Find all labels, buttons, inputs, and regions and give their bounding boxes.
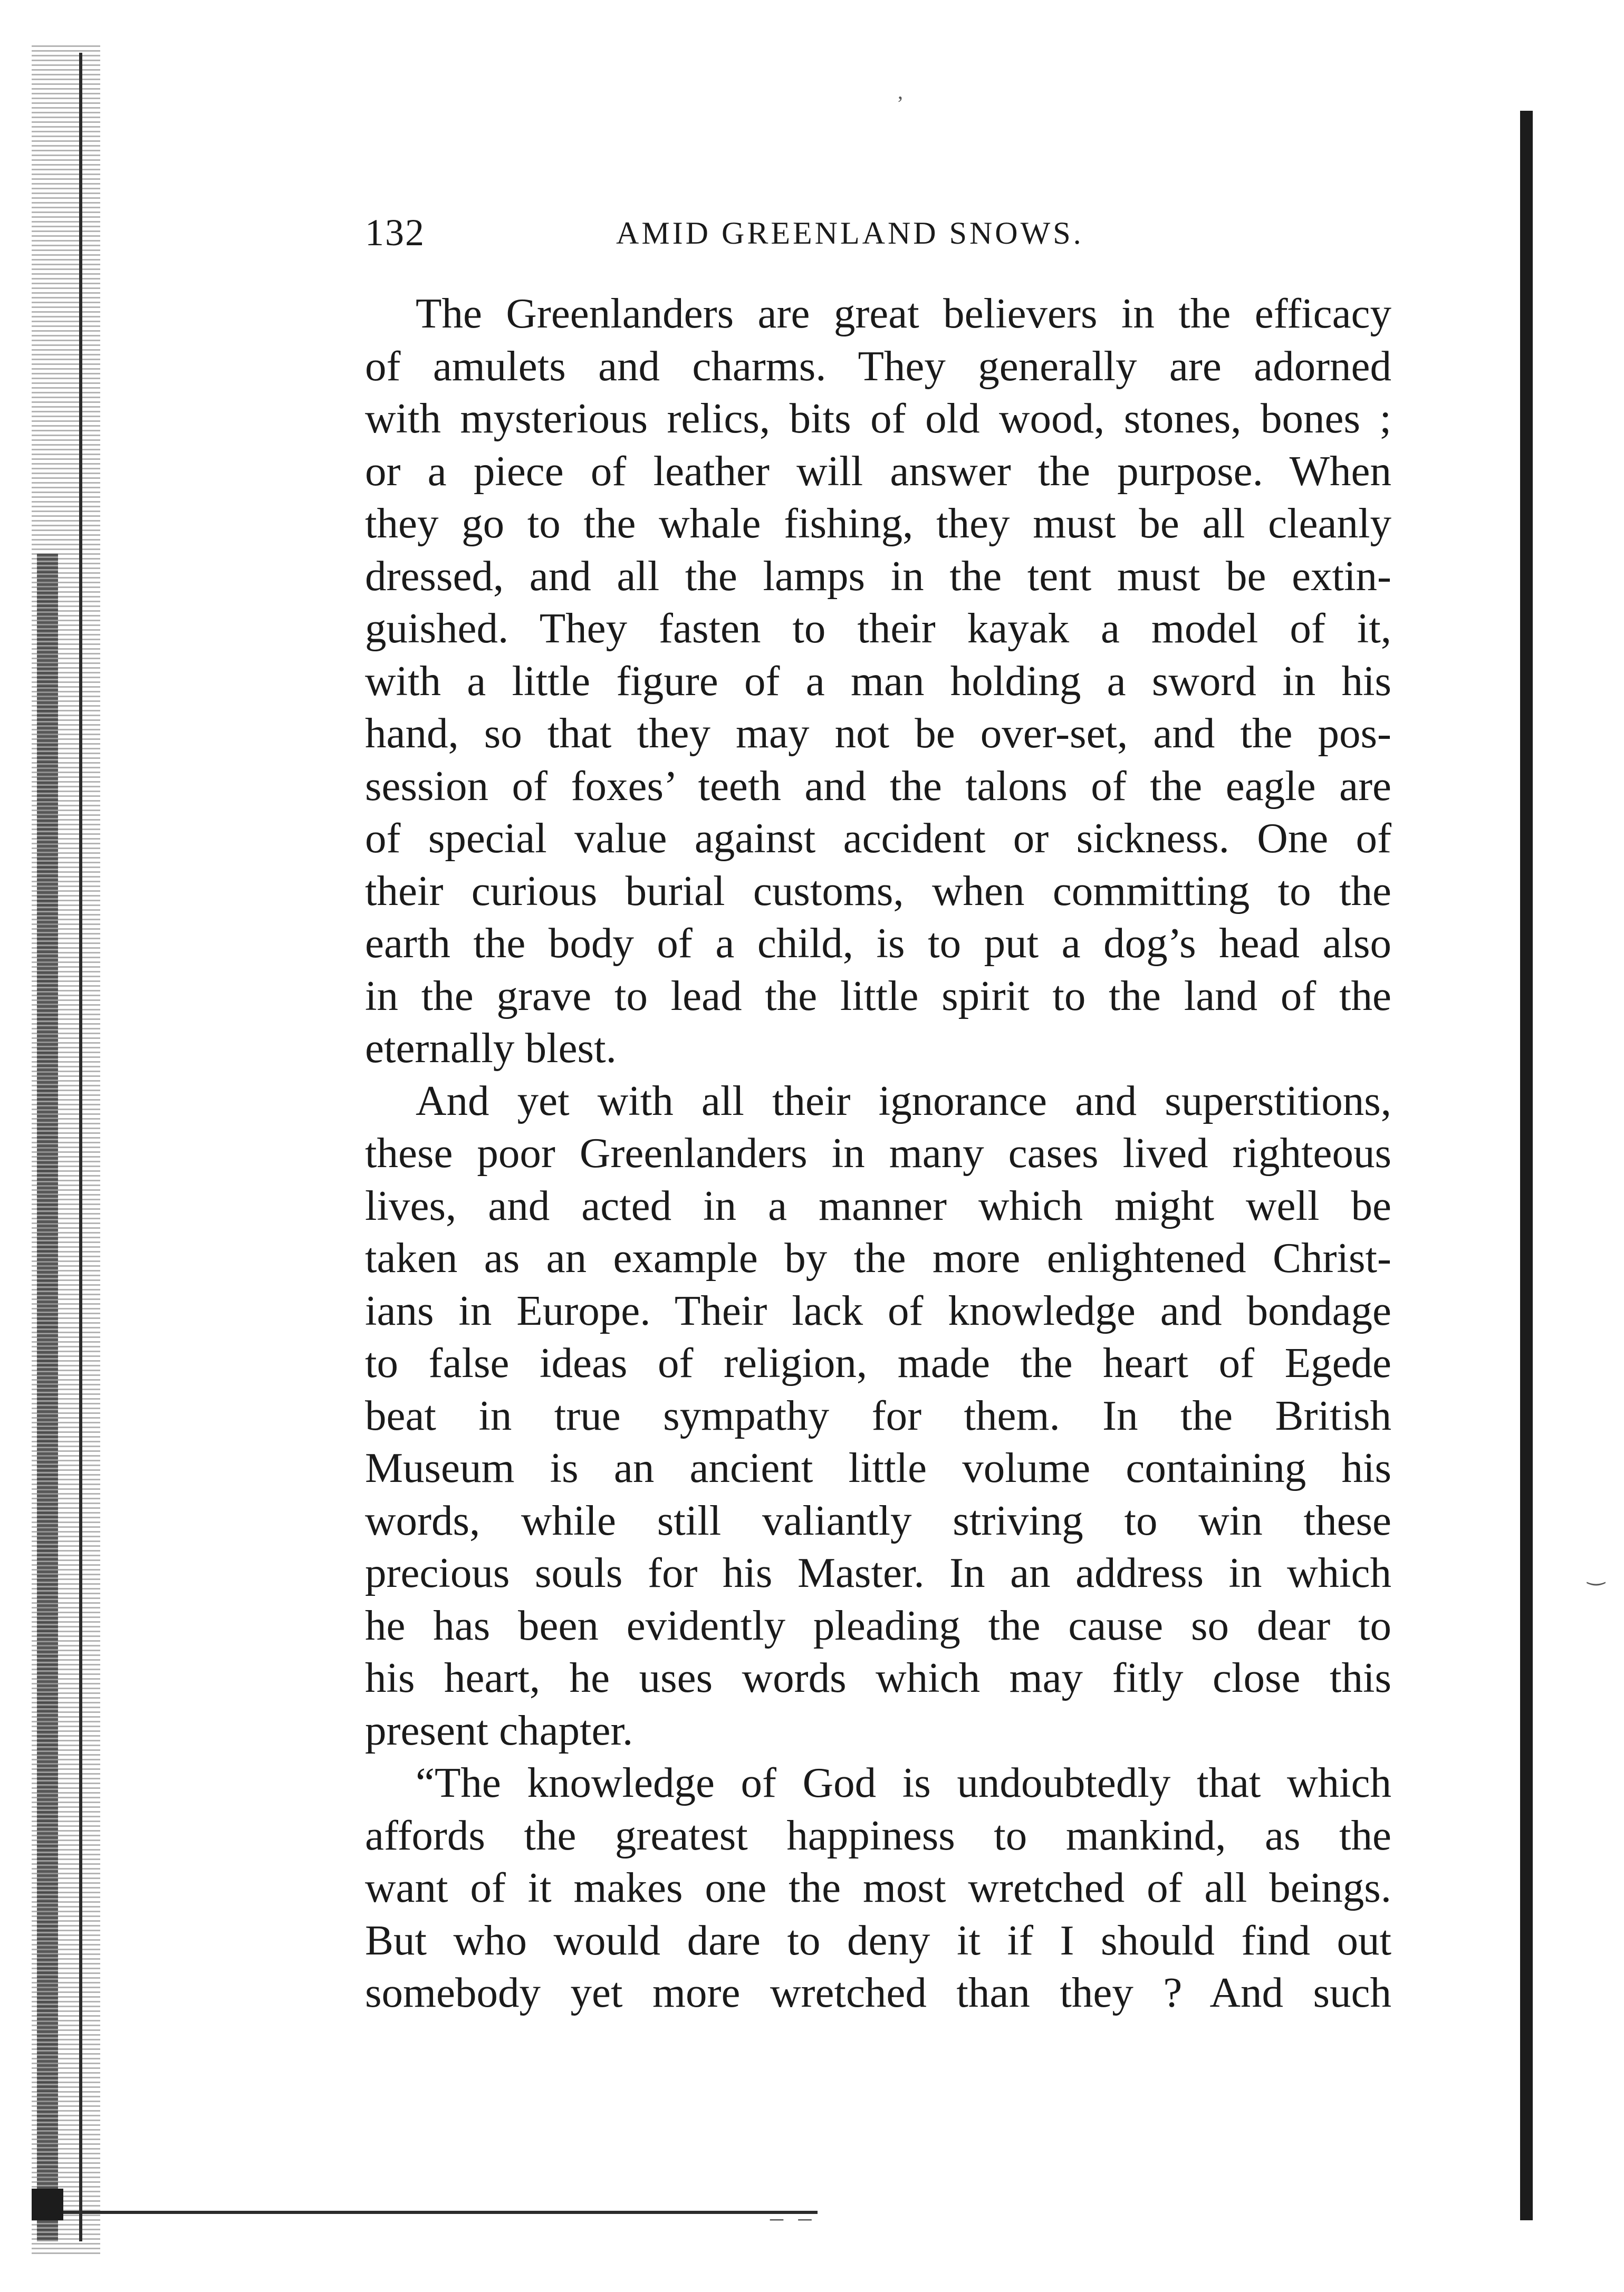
scan-speck: ‿: [1588, 1562, 1605, 1585]
text-line: eternally blest.: [365, 1024, 617, 1072]
text-line: affords the greatest happiness to mankind, as the: [365, 1811, 1391, 1859]
text-line: guished. They fasten to their kayak a model of it,: [365, 604, 1391, 652]
text-line: ians in Europe. Their lack of knowledge and bondage: [365, 1286, 1391, 1334]
text-line: he has been evidently pleading the cause so dear to: [365, 1601, 1391, 1649]
text-line: or a piece of leather will answer the purpose. When: [365, 447, 1391, 495]
scan-binding-shadow: [37, 554, 58, 2241]
text-line: precious souls for his Master. In an address in which: [365, 1549, 1391, 1596]
text-line: of amulets and charms. They generally are adorned: [365, 342, 1391, 390]
text-line: want of it makes one the most wretched of all beings.: [365, 1864, 1391, 1911]
text-line: words, while still valiantly striving to win these: [365, 1496, 1391, 1544]
scan-speck: – –: [770, 2202, 816, 2232]
text-line: dressed, and all the lamps in the tent must be extin-: [365, 552, 1391, 600]
page-header: [365, 211, 1394, 253]
text-line: But who would dare to deny it if I should find out: [365, 1916, 1391, 1964]
paragraph-1: [365, 287, 1391, 1075]
text-line: of special value against accident or sickness. One of: [365, 814, 1391, 862]
text-line: taken as an example by the more enlightened Christ-: [365, 1234, 1391, 1282]
text-line: they go to the whale fishing, they must be all cleanly: [365, 499, 1391, 547]
text-line: to false ideas of religion, made the heart of Egede: [365, 1339, 1391, 1386]
text-line: his heart, he uses words which may fitly close this: [365, 1654, 1391, 1701]
text-line: with mysterious relics, bits of old wood, stones, bones ;: [365, 394, 1391, 442]
paragraph-3: [365, 1757, 1391, 2019]
running-head: AMID GREENLAND SNOWS.: [616, 216, 1084, 251]
text-line: session of foxes’ teeth and the talons of the eagle are: [365, 762, 1391, 810]
paragraph-2: [365, 1075, 1391, 1757]
text-line: with a little figure of a man holding a sword in his: [365, 657, 1391, 705]
text-line: And yet with all their ignorance and superstitions,: [416, 1076, 1391, 1124]
text-line: lives, and acted in a manner which might well be: [365, 1181, 1391, 1229]
text-line: in the grave to lead the little spirit to the land of the: [365, 971, 1391, 1019]
text-line: “The knowledge of God is undoubtedly that which: [416, 1759, 1391, 1806]
scan-speck: ‚: [897, 80, 904, 103]
text-line: The Greenlanders are great believers in the efficacy: [416, 290, 1391, 337]
scan-edge-corner: [32, 2189, 63, 2220]
scan-edge-right: [1520, 111, 1533, 2220]
scan-edge-bottom: [37, 2211, 818, 2214]
text-line: Museum is an ancient little volume containing his: [365, 1444, 1391, 1491]
text-line: beat in true sympathy for them. In the British: [365, 1391, 1391, 1439]
scan-edge-left-line: [79, 53, 82, 2241]
page-number: 132: [365, 211, 425, 254]
text-line: earth the body of a child, is to put a dog’s head also: [365, 919, 1391, 967]
body-text: [365, 287, 1391, 2019]
text-line: their curious burial customs, when committing to the: [365, 866, 1391, 914]
text-line: somebody yet more wretched than they ? And such: [365, 1969, 1391, 2016]
text-line: present chapter.: [365, 1706, 633, 1754]
text-line: these poor Greenlanders in many cases lived righteous: [365, 1129, 1391, 1177]
text-line: hand, so that they may not be over-set, and the pos-: [365, 709, 1391, 757]
